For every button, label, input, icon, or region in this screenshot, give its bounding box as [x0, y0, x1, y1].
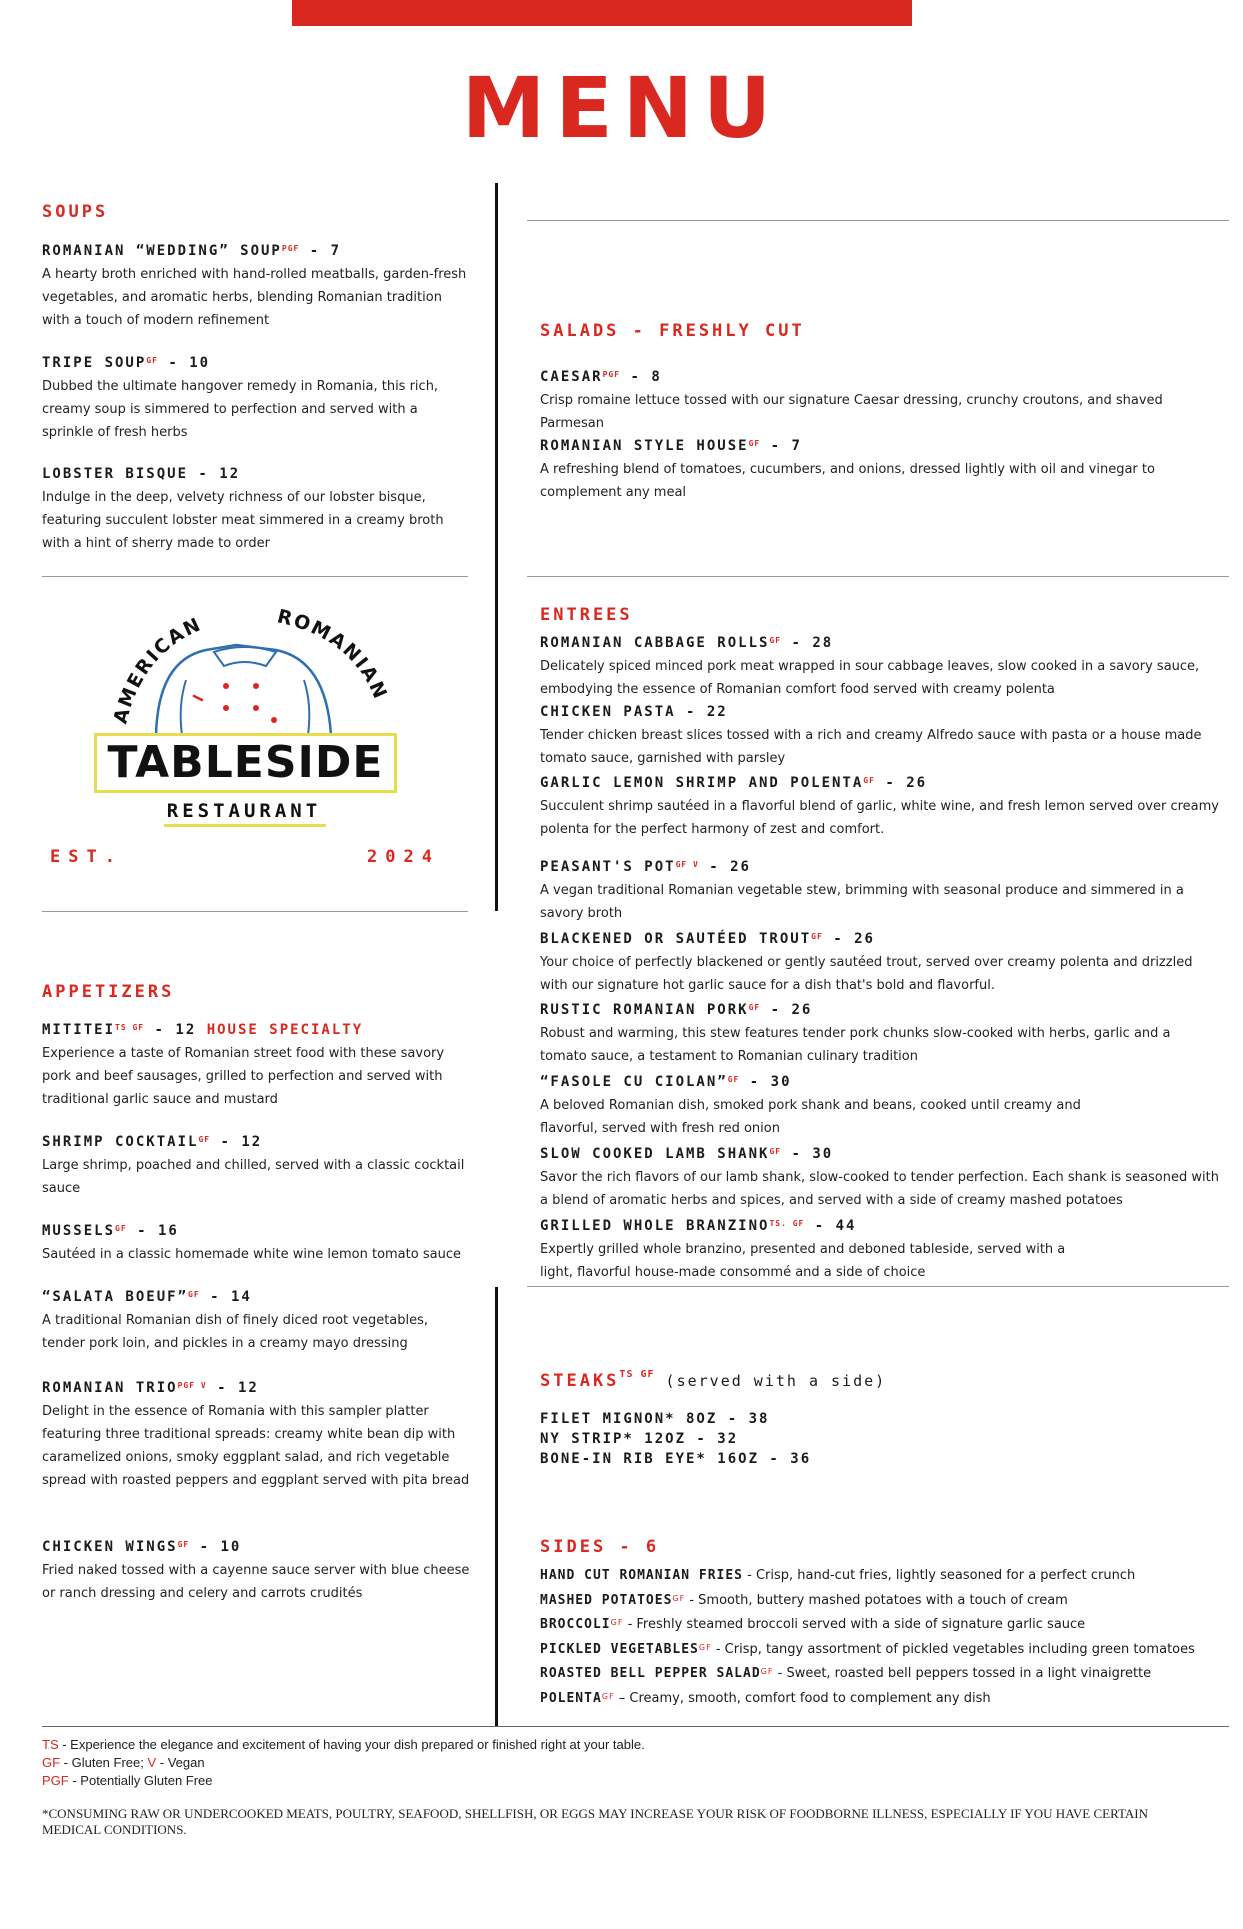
legend-gf-v: GF - Gluten Free; V - Vegan	[42, 1755, 205, 1770]
item-description: Succulent shrimp sautéed in a flavorful blend of garlic, white wine, and fresh lemon served over creamy polenta for the perfect harmony of zest and comfort.	[540, 799, 1219, 837]
logo-name: TABLESIDE	[94, 733, 397, 793]
sides-list	[540, 1564, 1195, 1711]
item-description: Savor the rich flavors of our lamb shank, slow-cooked to tender perfection. Each shank is seasoned with a blend of aromatic herbs and spices, and served with a side of creamy mashed potatoes	[540, 1170, 1219, 1208]
item-description: Your choice of perfectly blackened or gently sautéed trout, served over creamy polenta and drizzled with our signature hot garlic sauce for a dish that's bold and flavorful.	[540, 955, 1193, 993]
item-name: GARLIC LEMON SHRIMP AND $POLENTA^{GF} - 26$	[540, 775, 928, 791]
entree-item-branzino	[540, 1216, 1220, 1284]
item-description: Indulge in the deep, velvety richness of our lobster bisque, featuring succulent lobster meat simmered in a creamy broth with a hint of sherry made to order	[42, 490, 444, 551]
side-item: $BROCCOLI^{GF}$ - Freshly steamed broccoli served with a side of signature garlic sauce	[540, 1617, 1086, 1632]
entrees-heading: ENTREES	[540, 605, 633, 625]
side-item: $POLENTA^{GF}$ – Creamy, smooth, comfort food to complement any dish	[540, 1690, 991, 1706]
item-description: Delight in the essence of Romania with this sampler platter featuring three traditional spreads: creamy white bean dip with caramelized onions, smoky eggplant salad, and rich vegetable spread with roasted peppers and eggplant served with pita bread	[42, 1404, 470, 1488]
top-accent-bar	[292, 0, 912, 26]
steaks-list	[540, 1409, 811, 1469]
item-name: BLACKENED OR SAUTÉED $TROUT^{GF} - 26$	[540, 931, 875, 947]
steak-item: BONE-IN RIB EYE* 16OZ - 36	[540, 1451, 812, 1467]
salads-heading: SALADS - FRESHLY CUT	[540, 321, 805, 341]
item-description: Dubbed the ultimate hangover remedy in Romania, this rich, creamy soup is simmered to perfection and served with a sprinkle of fresh herbs	[42, 379, 439, 440]
item-description: A hearty broth enriched with hand-rolled meatballs, garden-fresh vegetables, and aromatic herbs, blending Romanian tradition with a touch of modern refinement	[42, 267, 467, 328]
divider-left-soups	[42, 576, 468, 577]
item-name: GRILLED WHOLE $BRANZINO^{TS. GF} - 44$	[540, 1218, 857, 1234]
item-name: “FASOLE CU CIOLAN”$^{GF}$ - 30	[540, 1074, 792, 1090]
item-description: Expertly grilled whole branzino, presented and deboned tableside, served with a light, flavorful house-made consommé and a side of choice	[540, 1242, 1066, 1280]
legend-ts: TS - Experience the elegance and excitement of having your dish prepared or finished right at your table.	[42, 1737, 645, 1752]
item-name: LOBSTER BISQUE - 12	[42, 466, 241, 482]
divider-right-salads	[527, 576, 1229, 577]
est-year: 2024	[367, 847, 440, 867]
svg-text:ROMANIAN	[275, 605, 392, 703]
entree-item-cabbage-rolls	[540, 633, 1220, 701]
divider-left-logo	[42, 911, 468, 912]
entree-item-lamb-shank	[540, 1144, 1230, 1212]
house-specialty-label: HOUSE SPECIALTY	[206, 1022, 364, 1038]
item-name: “SALATA BOEUF”$^{GF}$ - 14	[42, 1289, 252, 1305]
entree-item-shrimp-polenta	[540, 773, 1220, 841]
entree-item-peasants-pot	[540, 857, 1220, 925]
logo-arc-right: ROMANIAN	[275, 605, 392, 704]
item-name: CHICKEN PASTA - 22	[540, 704, 728, 720]
item-name: TRIPE $SOUP^{GF} - 10$	[42, 355, 211, 371]
appetizer-item-shrimp-cocktail	[42, 1132, 472, 1200]
appetizer-item-romanian-trio	[42, 1378, 472, 1492]
item-description: Crisp romaine lettuce tossed with our signature Caesar dressing, crunchy croutons, and shaved Parmesan	[540, 393, 1163, 431]
item-description: A beloved Romanian dish, smoked pork shank and beans, cooked until creamy and flavorful, served with fresh red onion	[540, 1098, 1081, 1136]
logo-underline	[164, 824, 326, 827]
column-divider-upper	[495, 183, 498, 911]
soup-item-wedding	[42, 241, 470, 332]
steak-item: FILET MIGNON* 8OZ - 38	[540, 1411, 770, 1427]
salad-item-caesar	[540, 367, 1230, 435]
salad-item-house	[540, 436, 1230, 504]
item-description: Robust and warming, this stew features tender pork chunks slow-cooked with herbs, garlic and a tomato sauce, a testament to Romanian culinary tradition	[540, 1026, 1171, 1064]
item-description: A vegan traditional Romanian vegetable stew, brimming with seasonal produce and simmered in a savory broth	[540, 883, 1184, 921]
divider-right-top	[527, 220, 1229, 221]
logo-arc-left: AMERICAN	[109, 613, 206, 727]
page-title: MENU	[461, 59, 782, 157]
divider-footer	[42, 1726, 1229, 1727]
soup-item-lobster	[42, 464, 470, 555]
item-description: Fried naked tossed with a cayenne sauce server with blue cheese or ranch dressing and celery and carrots crudités	[42, 1563, 470, 1601]
entree-item-trout	[540, 929, 1220, 997]
side-item: HAND CUT ROMANIAN FRIES - Crisp, hand-cut fries, lightly seasoned for a perfect crunch	[540, 1568, 1136, 1583]
item-description: Experience a taste of Romanian street food with these savory pork and beef sausages, grilled to perfection and served with traditional garlic sauce and mustard	[42, 1046, 445, 1107]
column-divider-lower	[495, 1287, 498, 1727]
item-description: A traditional Romanian dish of finely diced root vegetables, tender pork loin, and pickles in a creamy mayo dressing	[42, 1313, 429, 1351]
item-name: RUSTIC ROMANIAN $PORK^{GF} - 26$	[540, 1002, 813, 1018]
entree-item-chicken-pasta	[540, 702, 1220, 770]
item-name: $MUSSELS^{GF} - 16$	[42, 1223, 179, 1239]
entree-item-pork	[540, 1000, 1220, 1068]
steaks-heading: $STEAKS^{TS GF}$ (served with a side)	[540, 1369, 887, 1391]
item-name: SLOW COOKED LAMB $SHANK^{GF} - 30$	[540, 1146, 834, 1162]
item-name: ROMANIAN “WEDDING” $SOUP^{PGF} - 7$	[42, 243, 342, 259]
sides-heading: SIDES - 6	[540, 1537, 660, 1557]
item-description: Tender chicken breast slices tossed with a rich and creamy Alfredo sauce with pasta or a house made tomato sauce, garnished with parsley	[540, 728, 1202, 766]
soup-item-tripe	[42, 353, 470, 444]
legend	[42, 1736, 645, 1790]
soups-heading: SOUPS	[42, 202, 109, 222]
logo-subtitle: RESTAURANT	[166, 800, 322, 822]
food-safety-disclaimer: *CONSUMING RAW OR UNDERCOOKED MEATS, POULTRY, SEAFOOD, SHELLFISH, OR EGGS MAY INCREASE YOUR RISK OF FOODBORNE ILLNESS, ESPECIALLY IF YOU HAVE CERTAIN MEDICAL CONDITIONS.	[42, 1806, 1148, 1837]
item-name: SHRIMP $COCKTAIL^{GF} - 12$	[42, 1134, 263, 1150]
side-item: MASHED $POTATOES^{GF}$ - Smooth, buttery mashed potatoes with a touch of cream	[540, 1592, 1068, 1608]
steaks-subtitle: (served with a side)	[654, 1372, 887, 1390]
item-name: ROMANIAN CABBAGE $ROLLS^{GF} - 28$	[540, 635, 834, 651]
appetizer-item-mussels	[42, 1221, 472, 1266]
item-description: Delicately spiced minced pork meat wrapped in sour cabbage leaves, slow cooked in a savory sauce, embodying the essence of Romanian comfort food served with creamy polenta	[540, 659, 1200, 697]
appetizers-heading: APPETIZERS	[42, 982, 175, 1002]
divider-right-entrees	[527, 1286, 1229, 1287]
steak-item: NY STRIP* 12OZ - 32	[540, 1431, 739, 1447]
item-name: CHICKEN $WINGS^{GF} - 10$	[42, 1539, 242, 1555]
side-item: PICKLED $VEGETABLES^{GF}$ - Crisp, tangy assortment of pickled vegetables including green tomatoes	[540, 1641, 1195, 1657]
steaks-tag: TS GF	[619, 1369, 655, 1380]
logo-arc-text	[86, 600, 406, 740]
appetizer-item-salata-boeuf	[42, 1287, 472, 1355]
appetizer-item-mititei	[42, 1020, 472, 1111]
item-name: $MITITEI^{TS GF} - 12$ HOUSE SPECIALTY	[42, 1022, 364, 1038]
item-description: A refreshing blend of tomatoes, cucumbers, and onions, dressed lightly with oil and vinegar to complement any meal	[540, 462, 1155, 500]
item-name: $CAESAR^{PGF} - 8$	[540, 369, 662, 385]
appetizer-item-chicken-wings	[42, 1537, 472, 1605]
svg-text:AMERICAN	[109, 613, 205, 726]
legend-pgf: PGF - Potentially Gluten Free	[42, 1773, 213, 1788]
item-description: Sautéed in a classic homemade white wine lemon tomato sauce	[42, 1247, 461, 1262]
side-item: ROASTED BELL PEPPER $SALAD^{GF}$ - Sweet, roasted bell peppers tossed in a light vinaigrette	[540, 1666, 1152, 1681]
entree-item-fasole	[540, 1072, 1220, 1140]
item-description: Large shrimp, poached and chilled, served with a classic cocktail sauce	[42, 1158, 465, 1196]
item-name: ROMANIAN $TRIO^{PGF V} - 12$	[42, 1380, 259, 1396]
restaurant-logo	[86, 600, 406, 860]
est-label: EST.	[50, 847, 123, 867]
item-name: ROMANIAN STYLE $HOUSE^{GF} - 7$	[540, 438, 802, 454]
item-name: PEASANT'S $POT^{GF V} - 26$	[540, 859, 751, 875]
